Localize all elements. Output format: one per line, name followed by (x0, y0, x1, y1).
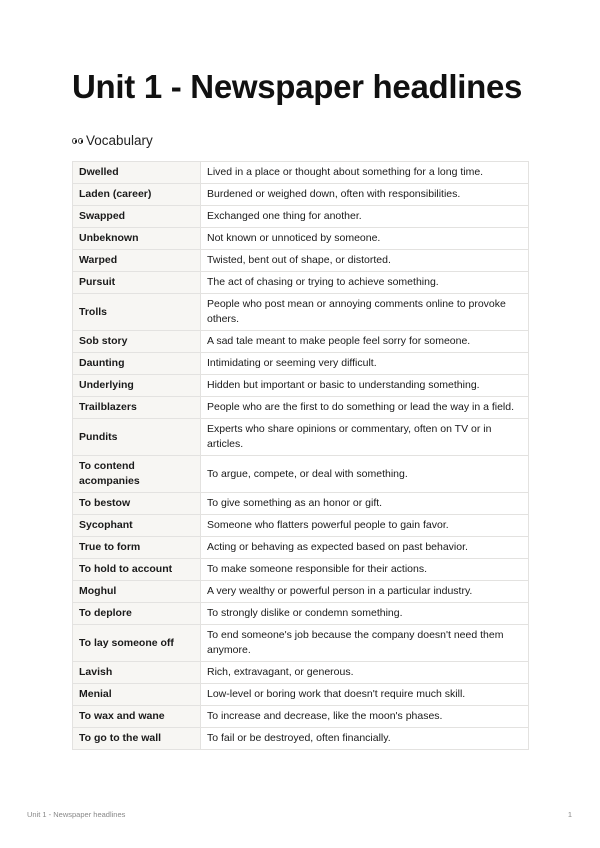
vocab-term: Moghul (73, 581, 201, 603)
vocab-term: True to form (73, 537, 201, 559)
vocab-term: Trailblazers (73, 397, 201, 419)
table-row (73, 684, 529, 706)
table-row (73, 206, 529, 228)
vocab-term: Unbeknown (73, 228, 201, 250)
vocab-definition: Twisted, bent out of shape, or distorted. (201, 250, 529, 272)
vocab-definition: To strongly dislike or condemn something. (201, 603, 529, 625)
vocab-definition: Hidden but important or basic to understanding something. (201, 375, 529, 397)
eyes-icon (72, 138, 83, 144)
vocab-definition: To make someone responsible for their actions. (201, 559, 529, 581)
vocab-definition: Exchanged one thing for another. (201, 206, 529, 228)
section-heading (72, 133, 153, 148)
table-row (73, 397, 529, 419)
vocab-definition: Low-level or boring work that doesn't require much skill. (201, 684, 529, 706)
vocab-term: Lavish (73, 662, 201, 684)
table-row (73, 728, 529, 750)
vocab-term: Swapped (73, 206, 201, 228)
vocab-term: Trolls (73, 294, 201, 331)
table-row (73, 353, 529, 375)
vocab-definition: Rich, extravagant, or generous. (201, 662, 529, 684)
section-label: Vocabulary (86, 133, 153, 148)
vocab-definition: Experts who share opinions or commentary, often on TV or in articles. (201, 419, 529, 456)
vocab-term: Sycophant (73, 515, 201, 537)
table-row (73, 456, 529, 493)
table-row (73, 250, 529, 272)
table-row (73, 537, 529, 559)
vocab-definition: Acting or behaving as expected based on past behavior. (201, 537, 529, 559)
vocab-term: Laden (career) (73, 184, 201, 206)
table-row (73, 162, 529, 184)
table-row (73, 184, 529, 206)
table-row (73, 375, 529, 397)
vocab-definition: Someone who flatters powerful people to gain favor. (201, 515, 529, 537)
vocab-definition: To argue, compete, or deal with something. (201, 456, 529, 493)
vocab-definition: Not known or unnoticed by someone. (201, 228, 529, 250)
vocab-definition: A very wealthy or powerful person in a particular industry. (201, 581, 529, 603)
table-row (73, 272, 529, 294)
vocab-definition: People who are the first to do something or lead the way in a field. (201, 397, 529, 419)
vocab-definition: To end someone's job because the company doesn't need them anymore. (201, 625, 529, 662)
vocab-term: To hold to account (73, 559, 201, 581)
vocab-term: To contend acompanies (73, 456, 201, 493)
vocab-definition: Intimidating or seeming very difficult. (201, 353, 529, 375)
table-row (73, 625, 529, 662)
footer-page-number: 1 (567, 810, 572, 819)
table-row (73, 706, 529, 728)
table-row (73, 331, 529, 353)
vocab-definition: A sad tale meant to make people feel sorry for someone. (201, 331, 529, 353)
footer-doc-title: Unit 1 - Newspaper headlines (27, 810, 126, 819)
table-row (73, 581, 529, 603)
vocab-term: Underlying (73, 375, 201, 397)
table-row (73, 493, 529, 515)
vocab-term: Daunting (73, 353, 201, 375)
vocab-term: Dwelled (73, 162, 201, 184)
vocab-definition: The act of chasing or trying to achieve something. (201, 272, 529, 294)
vocab-term: To bestow (73, 493, 201, 515)
vocab-term: Pundits (73, 419, 201, 456)
vocab-term: Menial (73, 684, 201, 706)
vocab-definition: To give something as an honor or gift. (201, 493, 529, 515)
table-row (73, 662, 529, 684)
vocab-term: To deplore (73, 603, 201, 625)
vocab-definition: People who post mean or annoying comments online to provoke others. (201, 294, 529, 331)
table-row (73, 228, 529, 250)
page-title: Unit 1 - Newspaper headlines (72, 68, 523, 105)
vocab-term: Warped (73, 250, 201, 272)
vocabulary-table (72, 161, 529, 750)
vocab-term: Sob story (73, 331, 201, 353)
vocab-definition: Lived in a place or thought about something for a long time. (201, 162, 529, 184)
table-row (73, 603, 529, 625)
vocab-term: Pursuit (73, 272, 201, 294)
table-row (73, 419, 529, 456)
vocab-term: To wax and wane (73, 706, 201, 728)
vocab-term: To lay someone off (73, 625, 201, 662)
table-row (73, 515, 529, 537)
table-row (73, 559, 529, 581)
vocab-definition: To fail or be destroyed, often financially. (201, 728, 529, 750)
vocab-definition: To increase and decrease, like the moon's phases. (201, 706, 529, 728)
table-row (73, 294, 529, 331)
vocab-term: To go to the wall (73, 728, 201, 750)
vocab-definition: Burdened or weighed down, often with responsibilities. (201, 184, 529, 206)
